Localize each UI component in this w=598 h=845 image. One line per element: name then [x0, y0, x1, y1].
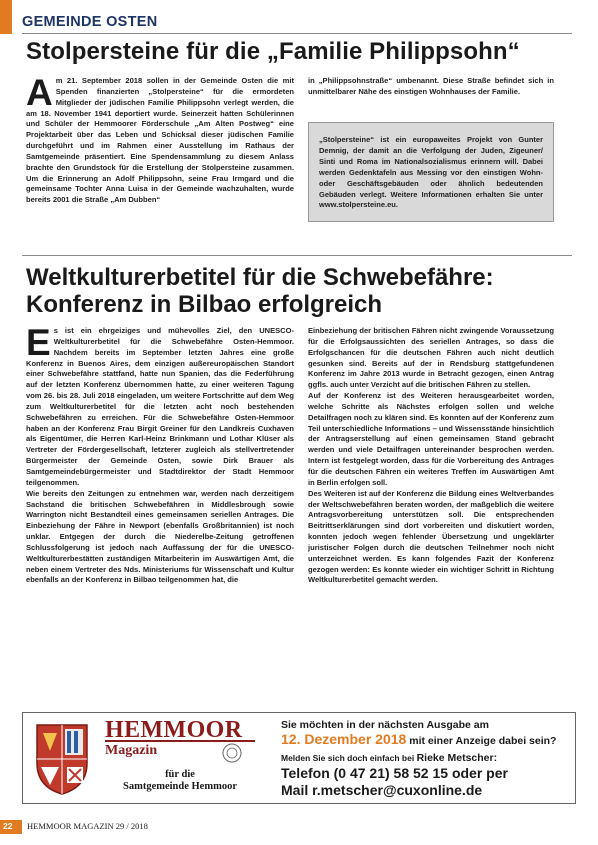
advertisement-box: [22, 712, 576, 804]
ad-question-line2: [281, 732, 571, 748]
coat-of-arms-icon: [31, 719, 93, 797]
ad-question-line1: Sie möchten in der nächsten Ausgabe am: [281, 719, 489, 731]
magazine-for-line2: Samtgemeinde Hemmoor: [122, 781, 237, 792]
ad-phone: Telefon (0 47 21) 58 52 15 oder per: [281, 765, 508, 781]
top-rule: [22, 33, 572, 34]
article2-text-2b: Auf der Konferenz ist des Weiteren herausgearbeitet worden, welche Schritte als Nächstes erfolgen sollen und welche Detailfragen noch zu klären sind. Es konnten auf der Konferenz zum Teil unterschiedliche Informations – und Wissensstände hinsichtlich der Antragserstellung auf einen gemeinsamen Stand gebracht werden und viele Detailfragen untereinander besprochen werden. Intern ist festgelegt worden, dass für die Vorbereitung des Antrages für die deutschen Fähren ein weiteres Treffen im Auswärtigen Amt in Berlin erfolgen soll.: [308, 391, 554, 487]
ad-contact-pre: Melden Sie sich doch einfach bei: [281, 753, 417, 763]
article2-title-line1: Weltkulturerbetitel für die Schwebefähre:: [26, 264, 494, 291]
magazine-title: HEMMOOR: [105, 717, 243, 743]
article1-text-1: m 21. September 2018 sollen in der Gemeinde Osten die mit Spenden finanzierten „Stolpersteine“ für die ermordeten Mitglieder der jüdischen Familie Philippsohn verlegt werden, die am 18. November 1941 deportiert wurde. Seinerzeit hatten Schülerinnen und Schüler der Hemmoorer Förderschule „Am Alten Postweg“ eine Projektarbeit über das Leben und Schicksal dieser jüdischen Familie durchgeführt und im Rahmen einer Ausstellung im Rathaus der Samtgemeinde präsentiert. Eine Spendensammlung zu diesem Anlass brachte den Grundstock für die Erstellung der Stolpersteine zusammen. Um die Erinnerung an Adolf Philippsohn, seine Frau Irmgard und die gemeinsame Tochter Anna Luisa in der Gemeinde wachzuhalten, wurde bereits 2001 die Straße „Am Dubben“: [26, 76, 294, 205]
article1-column-2: [308, 76, 554, 98]
ad-contact-line: [281, 752, 571, 764]
info-box-text: „Stolpersteine“ ist ein europaweites Projekt von Gunter Demnig, der damit an die Verfolgung der Juden, Zigeuner/ Sinti und Roma im Nationalsozialismus erinnern will. Dabei werden Gedenktafeln aus Messing vor den einstigen Wohn- oder Geschäftsgebäuden oder ähnlich bedeutenden Gebäuden verlegt. Weitere Informationen erhalten Sie unter www.stolpersteine.eu.: [319, 135, 543, 210]
middle-rule: [22, 255, 572, 256]
ad-contact-name: Rieke Metscher:: [416, 752, 498, 764]
article2-title-line2: Konferenz in Bilbao erfolgreich: [26, 291, 383, 318]
article2-title: [26, 264, 494, 318]
article2-text-2c: Des Weiteren ist auf der Konferenz die Bildung eines Weltverbandes der Weltschwebefähren beraten worden, der maßgeblich die weitere Antragsvorbereitung unterstützen soll. Die entsprechenden Beitrittserklärungen sind dort vorbereiten und diskutiert worden, konnten jedoch wegen fehlender Übersetzung und ungeklärter juristischer Folgen durch die deutschen Teilnehmer noch nicht unterzeichnet werden. Es kann folgendes Fazit der Konferenz gezogen werden: Es konnte wieder ein wichtiger Schritt in Richtung Weltkulturerbetitel gemacht werden.: [308, 488, 554, 585]
ad-date: 12. Dezember 2018: [281, 731, 407, 747]
article2-text-2a: Einbeziehung der britischen Fähren nicht zwingende Voraussetzung für die Erfolgsaussichten des seriellen Antrages, so dass die Erfolgschancen für die deutschen Fähren auch nicht deutlich gesunken sind. Bereits auf der in Rendsburg stattgefundenen Konferenz im Jahre 2013 wurde in Betracht gezogen, einen Antrag ggfls. auch unter Verzicht auf die britischen Fähren zu stellen.: [308, 326, 554, 390]
ad-email: Mail r.metscher@cuxonline.de: [281, 782, 483, 798]
ad-question-tail: mit einer Anzeige dabei sein?: [406, 735, 557, 747]
footer-text: HEMMOOR MAGAZIN 29 / 2018: [27, 821, 148, 831]
article2-text-1: s ist ein ehrgeiziges und mühevolles Ziel, den UNESCO-Weltkulturerbetitel für die Schwebefähre Osten-Hemmoor. Nachdem bereits im September letzten Jahres eine große Konferenz in Buenos Aires, dem einzigen außereuropäischen Standort einer Schwebefähre stattfand, hatte nun Spanien, das die Federführung auf der letzten Konferenz übernommen hatte, zu einer weiteren Tagung vom 26. bis 28. Juli 2018 eingeladen, um weitere Fortschritte auf dem Weg zum Weltkulturerbetitel für die letzten acht noch bestehenden Schwebefähren zu erreichen. Für die Schwebefähre Osten-Hemmoor haben an der Konferenz Frau Birgit Greiner für den Landkreis Cuxhaven als Eigentümer, die Herren Karl-Heinz Brinkmann und Lothar Klüser als Vertreter der Fördergesellschaft, letzterer zugleich als stellvertretender Bürgermeister der Gemeinde Osten, sowie Dirk Brauer als Samtgemeindebürgermeister und Stadtdirektor der Stadt Hemmoor teilgenommen.: [26, 326, 294, 487]
publisher-seal-icon: [221, 742, 243, 764]
article1-title: Stolpersteine für die „Familie Philippsohn“: [26, 38, 520, 65]
article2-column-1: [26, 322, 294, 586]
magazine-tagline: [105, 769, 255, 793]
page-number: 22: [3, 821, 13, 831]
section-heading: GEMEINDE OSTEN: [22, 14, 158, 30]
article1-column-1: [26, 72, 294, 206]
article2-text-1b: Wie bereits den Zeitungen zu entnehmen war, werden nach derzeitigem Sachstand die britischen Schwebefähren in Middlesbrough sowie Warrington nicht Bestandteil eines gemeinsamen seriellen Antrages. Die Einbeziehung der Fähre in Newport (ebenfalls Großbritannien) ist noch unklar. Entgegen der durch die Niederelbe-Zeitung getroffenen Schlussfolgerung ist jedoch nach Auffassung der für die UNESCO-Weltkulturerbestätten zuständigen Mitarbeiterin im Auswärtigen Amt, die neben einem Vertreter des Nds. Ministeriums für Wissenschaft und Kultur ebenfalls an der Konferenz in Bilbao teilgenommen hat, die: [26, 488, 294, 585]
article2-dropcap: E: [26, 322, 51, 363]
ad-text-block: [281, 719, 571, 798]
magazine-for-line1: für die: [165, 769, 195, 780]
article1-text-2: in „Philippsohnstraße“ umbenannt. Diese Straße befindet sich in unmittelbarer Nähe des einstigen Wohnhauses der Familie.: [308, 76, 554, 96]
article2-column-2: [308, 326, 554, 586]
article1-dropcap: A: [26, 72, 53, 113]
stolpersteine-info-box: [308, 122, 554, 222]
magazine-subtitle: Magazin: [105, 743, 158, 758]
section-color-bar: [0, 0, 12, 34]
